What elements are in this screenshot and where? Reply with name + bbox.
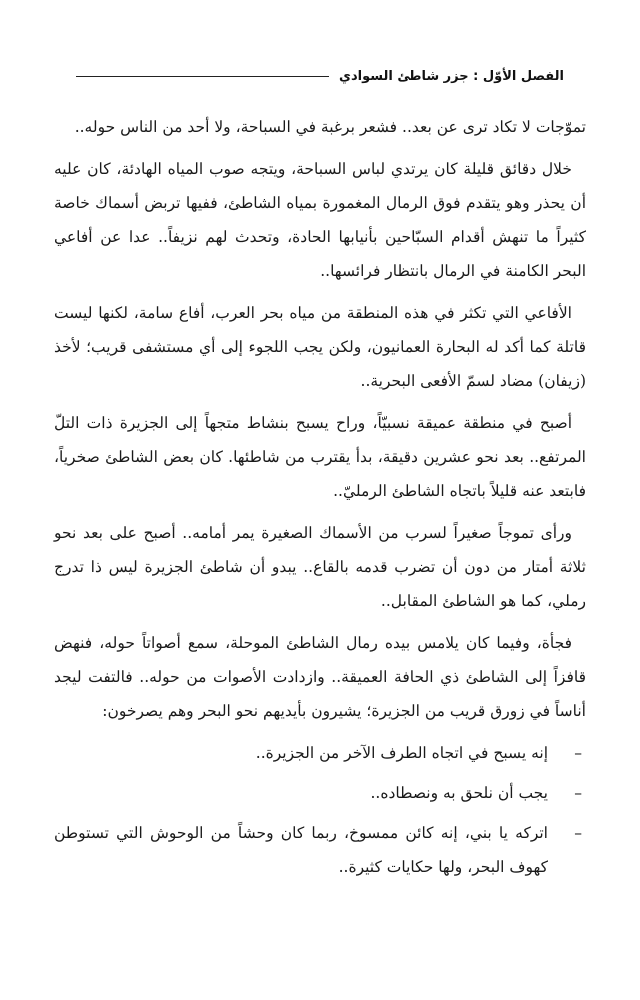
header-rule	[76, 76, 329, 77]
paragraph: ورأى تموجاً صغيراً لسرب من الأسماك الصغيرة يمر أمامه.. أصبح على بعد نحو ثلاثة أمتار من دون أن تضرب قدمه بالقاع.. يبدو أن شاطئ الجزيرة ليس ذا تدرج رملي، كما هو الشاطئ المقابل..	[54, 524, 586, 610]
dialogue-text: إنه يسبح في اتجاه الطرف الآخر من الجزيرة..	[255, 744, 548, 762]
paragraph: فجأة، وفيما كان يلامس بيده رمال الشاطئ الموحلة، سمع أصواتاً حوله، فنهض قافزاً إلى الشاطئ ذي الحافة العميقة.. وازدادت الأصوات من حوله.. فالتفت ليجد أناساً في زورق قريب من الجزيرة؛ يشيرون بأيديهم نحو البحر وهم يصرخون:	[54, 634, 586, 720]
dialogue-dash: –	[574, 784, 582, 802]
body-text	[54, 110, 586, 890]
dialogue-dash: –	[574, 744, 582, 762]
dialogue-text: يجب أن نلحق به ونصطاده..	[370, 784, 548, 802]
paragraph: الأفاعي التي تكثر في هذه المنطقة من مياه بحر العرب، أفاع سامة، لكنها ليست قاتلة كما أكد له البحارة العمانيون، ولكن يجب اللجوء إلى أي مستشفى قريب؛ لأخذ (زيفان) مضاد لسمّ الأفعى البحرية..	[54, 304, 586, 390]
paragraph: أصبح في منطقة عميقة نسبيّاً، وراح يسبح بنشاط متجهاً إلى الجزيرة ذات التلّ المرتفع.. بعد نحو عشرين دقيقة، بدأ يقترب من شاطئها. كان بعض الشاطئ صخرياً، فابتعد عنه قليلاً باتجاه الشاطئ الرمليّ..	[54, 414, 586, 500]
dialogue-line	[54, 816, 586, 884]
dialogue-dash: –	[574, 824, 582, 842]
dialogue-text: اتركه يا بني، إنه كائن ممسوخ، ربما كان وحشاً من الوحوش التي تستوطن كهوف البحر، ولها حكايات كثيرة..	[54, 824, 548, 876]
running-header	[76, 64, 564, 88]
dialogue-list	[54, 736, 586, 884]
chapter-title: الفصل الأوّل : جزر شاطئ السوادي	[339, 68, 564, 84]
paragraph: خلال دقائق قليلة كان يرتدي لباس السباحة، ويتجه صوب المياه الهادئة، كان عليه أن يحذر وهو يتقدم فوق الرمال المغمورة بمياه الشاطئ، ففيها تربض أسماك خاصة كثيراً ما تنهش أقدام السبّاحين بأنيابها الحادة، وتحدث لهم نزيفاً.. عدا عن أفاعي البحر الكامنة في الرمال بانتظار فرائسها..	[54, 160, 586, 280]
dialogue-line	[54, 736, 586, 770]
paragraph: تموّجات لا تكاد ترى عن بعد.. فشعر برغبة في السباحة، ولا أحد من الناس حوله..	[74, 118, 586, 136]
dialogue-line	[54, 776, 586, 810]
